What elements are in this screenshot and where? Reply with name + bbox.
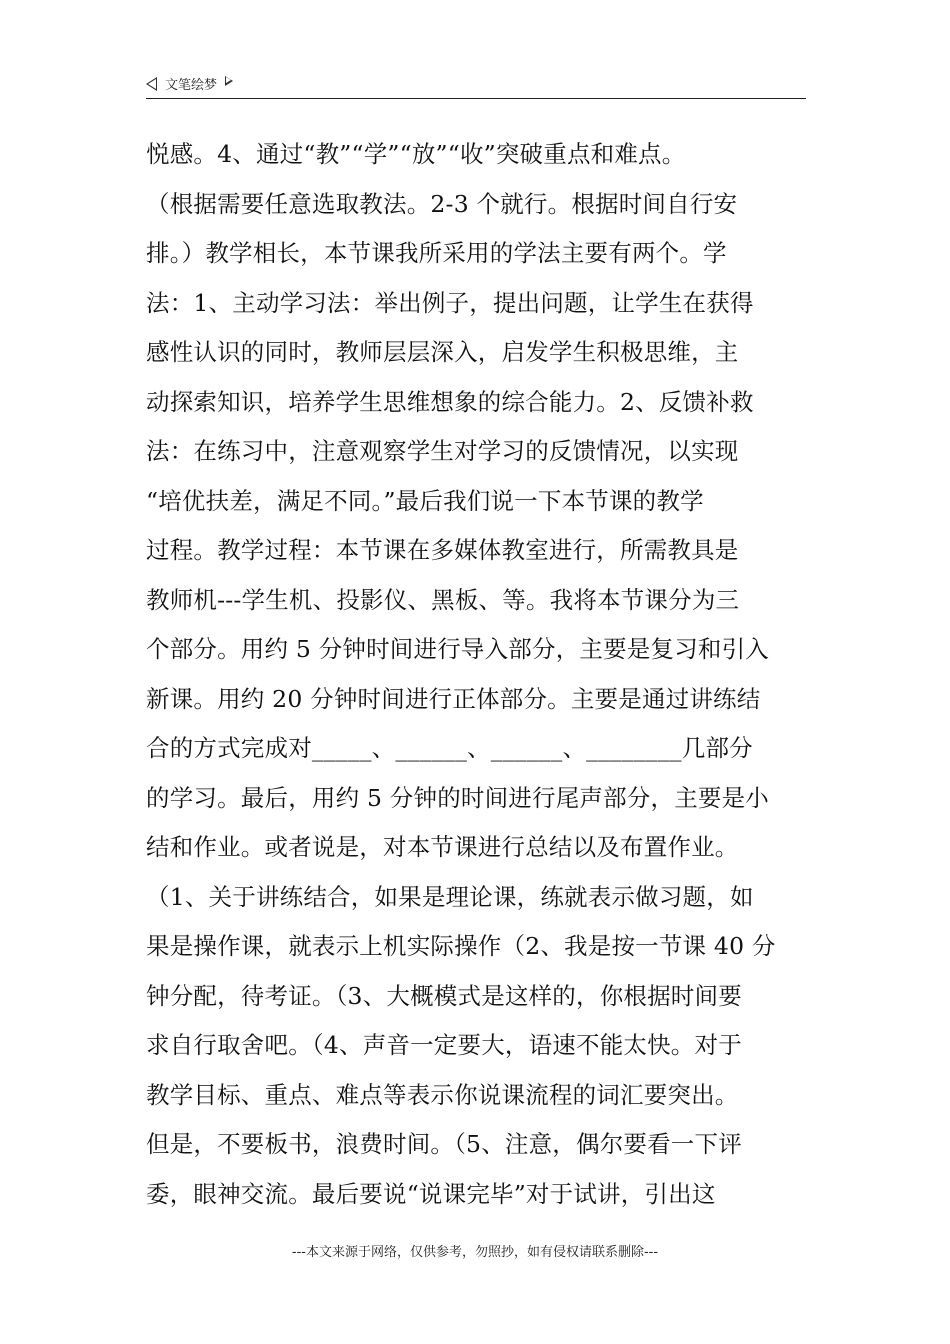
page-header — [146, 72, 806, 99]
text-line: 钟分配，待考证。（3、大概模式是这样的，你根据时间要 — [146, 981, 742, 1010]
triangle-left-icon — [146, 77, 157, 91]
header-brand-group — [146, 74, 233, 93]
text-line: 的学习。最后，用约 5 分钟的时间进行尾声部分，主要是小 — [146, 783, 769, 812]
text-line: （根据需要任意选取教法。2-3 个就行。根据时间自行安 — [146, 189, 738, 218]
triangle-right-icon — [225, 76, 233, 86]
text-line: 教学目标、重点、难点等表示你说课流程的词汇要突出。 — [146, 1080, 739, 1109]
text-line: 过程。教学过程：本节课在多媒体教室进行，所需教具是 — [146, 536, 739, 564]
text-line: 结和作业。或者说是，对本节课进行总结以及布置作业。 — [146, 833, 739, 861]
text-line: 动探索知识，培养学生思维想象的综合能力。2、反馈补救 — [146, 387, 754, 416]
document-body — [146, 130, 816, 1219]
text-line: “培优扶差，满足不同。”最后我们说一下本节课的教学 — [146, 486, 704, 515]
text-line: 果是操作课，就表示上机实际操作（2、我是按一节课 40 分 — [146, 932, 776, 960]
text-line: 法：在练习中，注意观察学生对学习的反馈情况，以实现 — [146, 437, 739, 465]
text-line: 合的方式完成对_____、______、______、________几部分 — [146, 734, 753, 762]
text-line: 排。）教学相长，本节课我所采用的学法主要有两个。学 — [146, 239, 727, 267]
text-line: 法：1、主动学习法：举出例子，提出问题，让学生在获得 — [146, 288, 754, 317]
text-line: 教师机---学生机、投影仪、黑板、等。我将本节课分为三 — [146, 585, 740, 614]
footer-notice: ---本文来源于网络，仅供参考，勿照抄，如有侵权请联系删除--- — [291, 1245, 659, 1260]
text-line: 个部分。用约 5 分钟时间进行导入部分，主要是复习和引入 — [146, 635, 769, 663]
text-line: 感性认识的同时，教师层层深入，启发学生积极思维，主 — [146, 338, 739, 366]
text-line: 委，眼神交流。最后要说“说课完毕”对于试讲，引出这 — [146, 1179, 716, 1208]
text-line: 但是，不要板书，浪费时间。（5、注意，偶尔要看一下评 — [146, 1130, 742, 1158]
header-brand: 文笔绘梦 — [165, 78, 218, 93]
text-line: 悦感。4、通过“教”“学”“放”“收”突破重点和难点。 — [146, 140, 686, 168]
text-line: 求自行取舍吧。（4、声音一定要大，语速不能太快。对于 — [146, 1031, 742, 1059]
text-line: 新课。用约 20 分钟时间进行正体部分。主要是通过讲练结 — [146, 684, 761, 713]
text-line: （1、关于讲练结合，如果是理论课，练就表示做习题，如 — [146, 882, 754, 911]
